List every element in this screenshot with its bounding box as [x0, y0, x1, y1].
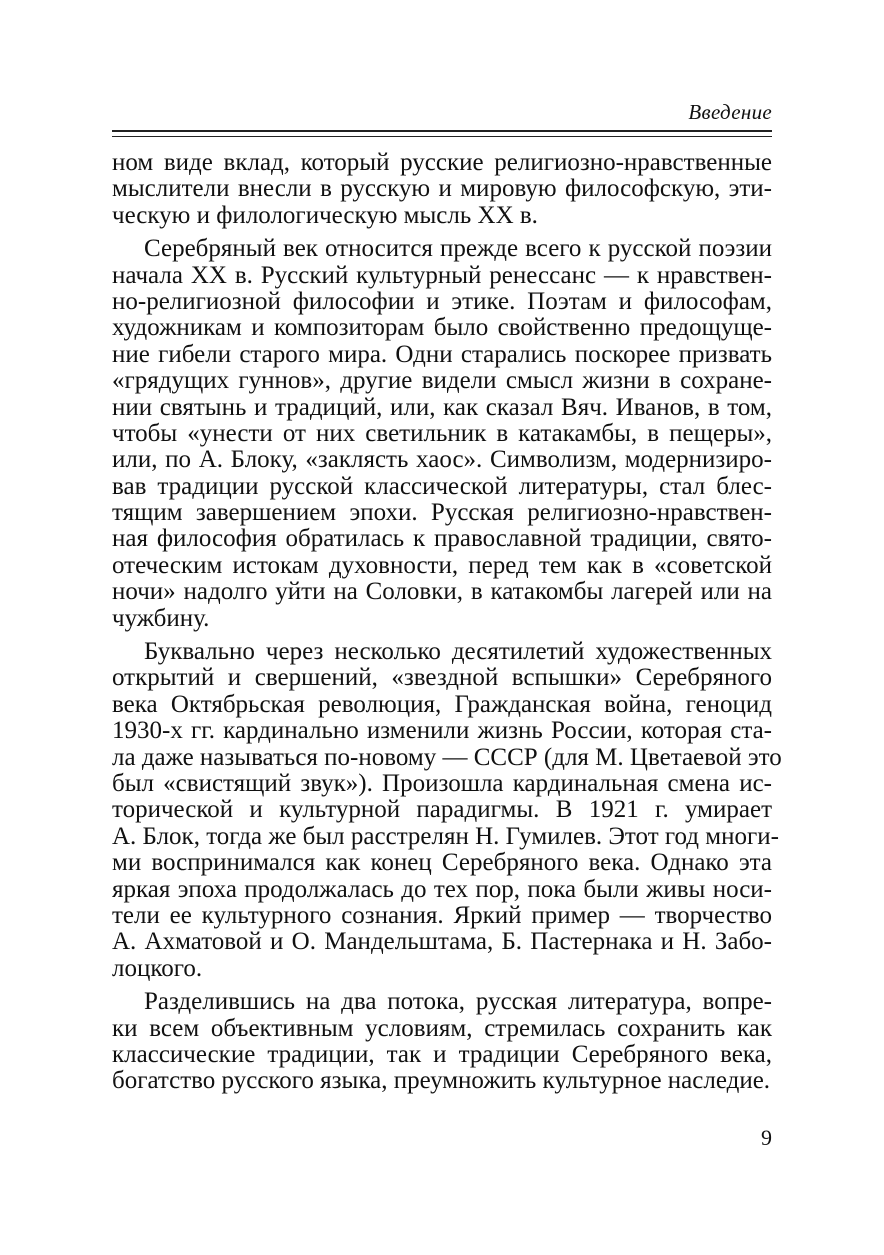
- text-line: «грядущих гуннов», другие видели смысл жизни в сохране-: [112, 367, 772, 395]
- text-line: ки всем объективным условиям, стремилась сохранить как: [112, 1014, 772, 1042]
- text-line: богатство русского языка, преумножить культурное наследие.: [112, 1067, 771, 1095]
- text-line: чтобы «унести от них светильник в катакамбы, в пещеры»,: [112, 419, 772, 447]
- text-line: 1930-х гг. кардинально изменили жизнь России, которая ста-: [112, 717, 772, 745]
- text-line: ние гибели старого мира. Одни старались поскорее призвать: [112, 340, 772, 368]
- text-line: начала XX в. Русский культурный ренессанс — к нравствен-: [112, 261, 772, 289]
- text-line: ная философия обратилась к православной традиции, свято-: [112, 525, 772, 553]
- body-text: [112, 149, 782, 1095]
- text-line: торической и культурной парадигмы. В 1921 г. умирает: [112, 796, 772, 824]
- paragraph: [112, 638, 782, 982]
- text-line: яркая эпоха продолжалась до тех пор, пока были живы носи-: [112, 875, 772, 903]
- text-line: Буквально через несколько десятилетий художественных: [144, 638, 772, 666]
- paragraph: [112, 236, 772, 632]
- text-line: но-религиозной философии и этике. Поэтам и философам,: [112, 287, 772, 315]
- text-line: лоцкого.: [112, 954, 203, 982]
- text-line: был «свистящий звук»). Произошла кардинальная смена ис-: [112, 769, 772, 797]
- text-line: ночи» надолго уйти на Соловки, в катакомбы лагерей или на: [112, 578, 772, 606]
- text-line: тели ее культурного сознания. Яркий пример — творчество: [112, 901, 772, 929]
- header-rule: [112, 130, 772, 137]
- text-line: ческую и филологическую мысль XX в.: [112, 201, 538, 229]
- paragraph: [112, 150, 772, 229]
- text-line: мыслители внесли в русскую и мировую философскую, эти-: [112, 175, 772, 203]
- text-line: А. Блок, тогда же был расстрелян Н. Гумилев. Этот год многи-: [112, 822, 779, 850]
- text-line: нии святынь и традиций, или, как сказал Вяч. Иванов, в том,: [112, 393, 772, 421]
- paragraph: [112, 989, 772, 1095]
- text-line: А. Ахматовой и О. Мандельштама, Б. Пастернака и Н. Забо-: [112, 928, 772, 956]
- text-line: вав традиции русской классической литературы, стал блес-: [112, 472, 772, 500]
- text-line: художникам и композиторам было свойственно предощуще-: [112, 314, 772, 342]
- page-number: 9: [761, 1125, 772, 1150]
- text-line: ла даже называться по-новому — СССР (для М. Цветаевой это: [112, 743, 782, 771]
- text-line: чужбину.: [112, 604, 210, 632]
- text-line: века Октябрьская революция, Гражданская война, геноцид: [112, 690, 772, 718]
- text-line: тящим завершением эпохи. Русская религиозно-нравствен-: [112, 499, 772, 527]
- text-line: отеческим истокам духовности, перед тем как в «советской: [112, 551, 772, 579]
- text-line: классические традиции, так и традиции Серебряного века,: [112, 1040, 772, 1068]
- text-line: ми воспринимался как конец Серебряного века. Однако эта: [112, 849, 772, 877]
- running-header-title: Введение: [688, 100, 772, 124]
- text-line: или, по А. Блоку, «заклясть хаос». Символизм, модернизиро-: [112, 446, 772, 474]
- text-line: ном виде вклад, который русские религиозно-нравственные: [112, 149, 772, 176]
- text-line: открытий и свершений, «звездной вспышки» Серебряного: [112, 664, 772, 692]
- text-line: Серебряный век относится прежде всего к русской поэзии: [144, 235, 772, 263]
- text-line: Разделившись на два потока, русская литература, вопре-: [144, 988, 772, 1016]
